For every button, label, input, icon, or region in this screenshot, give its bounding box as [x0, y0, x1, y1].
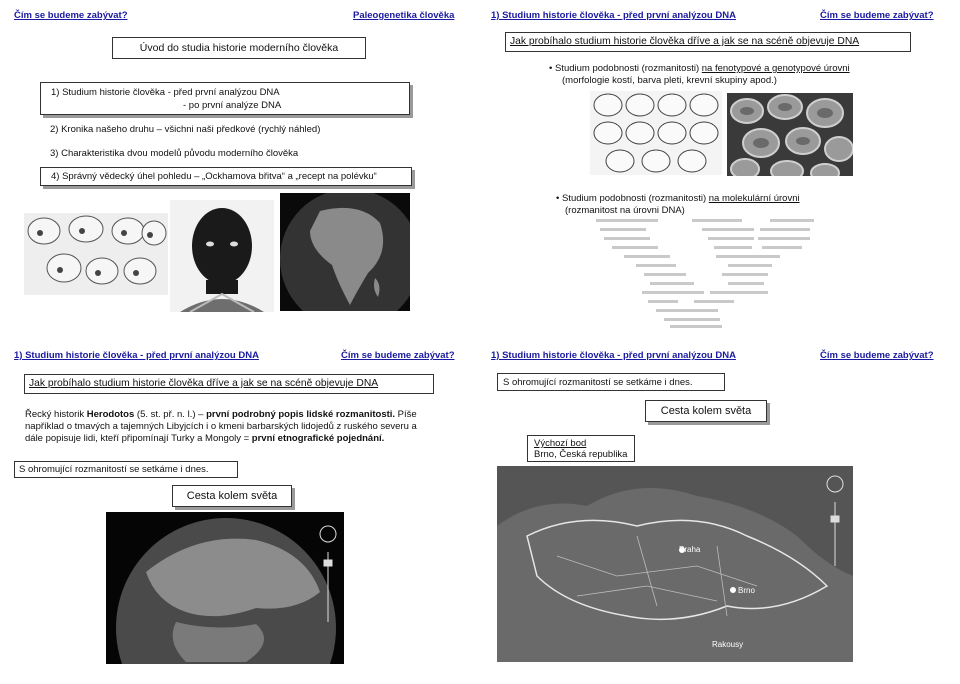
map-label-rakousy: Rakousy [712, 640, 744, 649]
slide1-item4: 4) Správný vědecký úhel pohledu – „Ockhamova břitva“ a „recept na polévku“ [51, 171, 377, 182]
nav-link-overview[interactable]: Čím se budeme zabývat? [820, 350, 934, 361]
slide2-bullet1 [549, 63, 850, 74]
dna-sequence-image [590, 215, 822, 329]
nav-link-history-before-dna[interactable]: 1) Studium historie člověka - před první analýzou DNA [491, 350, 736, 361]
slide3-paragraph-line3 [25, 433, 384, 444]
slide2-bullet2-underlined: na molekulární úrovni [708, 193, 800, 204]
nav-link-overview[interactable]: Čím se budeme zabývat? [14, 10, 128, 21]
bullet-icon: • [556, 193, 560, 204]
slide3-p3-bold: první etnografické pojednání. [251, 433, 385, 444]
slide4-start-place: Brno, Česká republika [534, 449, 628, 460]
slide2-title-box [505, 32, 911, 52]
skulls-image [24, 213, 168, 295]
slide2-title: Jak probíhalo studium historie člověka dříve a jak se na scéně objevuje DNA [510, 36, 860, 47]
blood-cells-image [727, 93, 853, 176]
slide3-p1-text: Řecký historik [25, 409, 87, 420]
slide4-trip-title: Cesta kolem světa [660, 405, 752, 417]
bullet-icon: • [549, 63, 553, 74]
slide2-bullet1-underlined: na fenotypové a genotypové úrovni [701, 63, 850, 74]
slide3-note: S ohromující rozmanitostí se setkáme i dnes. [19, 464, 209, 475]
slide3-herodotos: Herodotos [86, 409, 135, 420]
slide1-title: Úvod do studia historie moderního člověka [139, 42, 339, 54]
nav-link-history-before-dna[interactable]: 1) Studium historie člověka - před první analýzou DNA [491, 10, 736, 21]
africa-globe-image [280, 193, 410, 311]
slide4-trip-title-box [645, 400, 767, 422]
slide3-trip-title: Cesta kolem světa [186, 490, 278, 502]
slide2-bullet1-text: Studium podobnosti (rozmanitosti) [554, 63, 702, 74]
skull-grid-image [590, 91, 722, 175]
slide3-note-box [14, 461, 238, 478]
slide3-title: Jak probíhalo studium historie člověka dříve a jak se na scéně objevuje DNA [29, 378, 379, 389]
slide1-item1-box [40, 82, 410, 115]
satellite-map-image [497, 466, 853, 662]
globe-view-image [106, 512, 344, 664]
slide4-start-label: Výchozí bod [534, 438, 587, 449]
slide3-p1-bold: první podrobný popis lidské rozmanitosti. [206, 409, 396, 420]
slide4-note: S ohromující rozmanitostí se setkáme i dnes. [503, 377, 693, 388]
slide3-p3-text: dále popisuje lidi, kteří připomínají Turky a Mongoly = [25, 433, 252, 444]
slide3-p1-date: (5. st. př. n. l.) – [134, 409, 207, 420]
slide2-bullet1-line2: (morfologie kostí, barva pleti, krevní skupiny apod.) [562, 75, 777, 86]
slide3-paragraph-line2: například o tmavých a tajemných Libyjcích i o kmeni barbarských lidojedů z ruského severu a [25, 421, 417, 432]
slide1-item1-line1: 1) Studium historie člověka - před první analýzou DNA [51, 87, 280, 98]
slide1-item3: 3) Charakteristika dvou modelů původu moderního člověka [50, 148, 299, 159]
slide3-paragraph-line1 [25, 409, 417, 420]
slide1-item1-line2: - po první analýze DNA [183, 100, 282, 111]
slide3-trip-title-box [172, 485, 292, 507]
slide1-item2: 2) Kronika našeho druhu – všichni naši předkové (rychlý náhled) [50, 124, 321, 135]
portrait-image [170, 200, 274, 312]
nav-link-history-before-dna[interactable]: 1) Studium historie člověka - před první analýzou DNA [14, 350, 259, 361]
slide3-title-box [24, 374, 434, 394]
slide2-bullet2 [556, 193, 800, 204]
slide3-p1-end: Píše [395, 409, 417, 420]
slide4-start-box [527, 435, 635, 462]
slide1-title-box [112, 37, 366, 59]
slide2-bullet2-text: Studium podobnosti (rozmanitosti) [561, 193, 709, 204]
nav-link-overview[interactable]: Čím se budeme zabývat? [341, 350, 455, 361]
nav-link-paleogenetics[interactable]: Paleogenetika člověka [353, 10, 455, 21]
slide2-bullet2-line2: (rozmanitost na úrovni DNA) [565, 205, 685, 216]
slide1-item4-box [40, 167, 412, 186]
map-label-brno: Brno [738, 586, 755, 595]
map-label-praha: Praha [679, 545, 701, 554]
nav-link-overview[interactable]: Čím se budeme zabývat? [820, 10, 934, 21]
slide4-note-box [497, 373, 725, 391]
